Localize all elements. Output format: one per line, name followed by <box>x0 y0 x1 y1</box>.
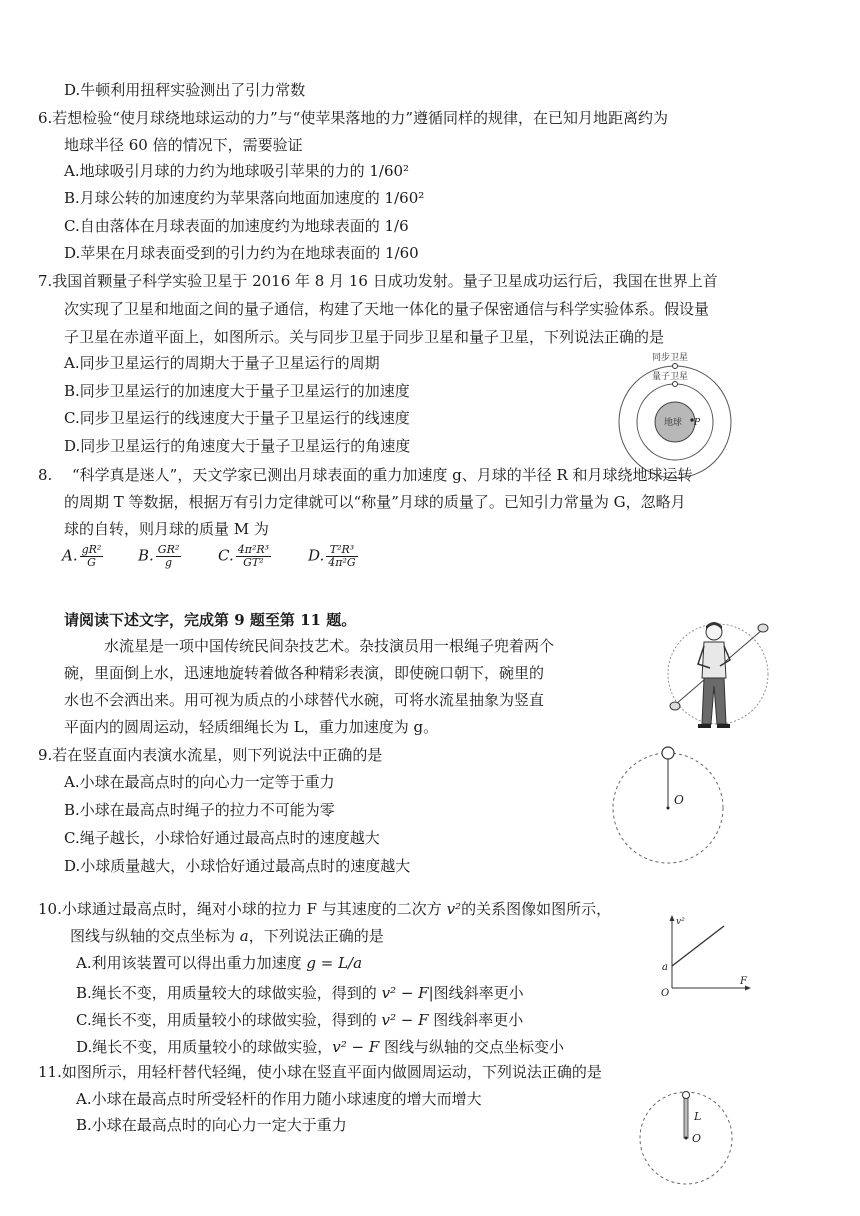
bowl-right <box>758 624 768 632</box>
q11-option-b: B.小球在最高点时的向心力一定大于重力 <box>76 1116 347 1134</box>
q10-option-d: D.绳长不变，用质量较小的球做实验，v² − F 图线与纵轴的交点坐标变小 <box>76 1038 565 1056</box>
q8-option-a: A. $\frac{\text{gR²}}{G}$ <box>62 543 102 569</box>
q8-number: 8. <box>38 466 53 484</box>
q11-ball <box>683 1092 690 1099</box>
passage-line1: 水流星是一项中国传统民间杂技艺术。杂技演员用一根绳子兜着两个 <box>104 637 555 655</box>
q10-intercept-label: a <box>662 962 668 973</box>
q10-option-b: B.绳长不变，用质量较大的球做实验，得到的 v² − F|图线斜率更小 <box>76 984 524 1002</box>
q6-stem-line1: 6.若想检验“使月球绕地球运动的力”与“使苹果落地的力”遵循同样的规律，在已知月地距离约为 <box>38 109 668 127</box>
q6-option-a: A.地球吸引月球的力约为地球吸引苹果的力的 1/60² <box>64 162 410 180</box>
q9-option-d: D.小球质量越大，小球恰好通过最高点时的速度越大 <box>64 857 411 875</box>
passage-line4: 平面内的圆周运动，轻质细绳长为 L，重力加速度为 g。 <box>64 718 439 736</box>
earth-label: 地球 <box>664 418 683 428</box>
q10-stem-line1: 10.小球通过最高点时，绳对小球的拉力 F 与其速度的二次方 v²的关系图像如图所示， <box>38 900 612 918</box>
q6-option-d: D.苹果在月球表面受到的引力约为在地球表面的 1/60 <box>64 244 419 262</box>
q10-option-a: A.利用该装置可以得出重力加速度 g = L/a <box>76 954 363 972</box>
sync-satellite-label: 同步卫星 <box>652 353 689 363</box>
performer-legs <box>702 678 726 724</box>
q11-option-a: A.小球在最高点时所受轻杆的作用力随小球速度的增大而增大 <box>76 1090 482 1108</box>
q5-option-d: D.牛顿利用扭秤实验测出了引力常数 <box>64 81 306 99</box>
q10-x-label: F <box>740 976 747 987</box>
quantum-satellite-label: 量子卫星 <box>652 372 689 382</box>
q11-stem: 11.如图所示，用轻杆替代轻绳，使小球在竖直平面内做圆周运动，下列说法正确的是 <box>38 1063 602 1081</box>
passage-line2: 碗，里面倒上水，迅速地旋转着做各种精彩表演，即使碗口朝下，碗里的 <box>64 664 545 682</box>
passage-heading: 请阅读下述文字，完成第 9 题至第 11 题。 <box>64 611 357 629</box>
q7-option-d: D.同步卫星运行的角速度大于量子卫星运行的角速度 <box>64 437 411 455</box>
q10-graph <box>658 912 758 998</box>
sync-satellite <box>673 364 678 369</box>
q11-center-dot <box>685 1137 688 1140</box>
q9-circle-figure <box>618 740 748 875</box>
q9-stem: 9.若在竖直面内表演水流星，则下列说法中正确的是 <box>38 746 383 764</box>
q7-option-b: B.同步卫星运行的加速度大于量子卫星运行的加速度 <box>64 382 410 400</box>
quantum-satellite <box>673 382 678 387</box>
q10-y-label: v² <box>676 917 685 927</box>
q10-y-arrow <box>670 915 675 921</box>
q11-rod-label: L <box>694 1110 702 1123</box>
passage-line3: 水也不会洒出来。用可视为质点的小球替代水碗，可将水流星抽象为竖直 <box>64 691 545 709</box>
performer-illustration <box>664 612 772 738</box>
q10-stem-line2: 图线与纵轴的交点坐标为 a，下列说法正确的是 <box>70 927 384 945</box>
q10-origin-label: O <box>661 988 670 999</box>
q8-stem-line3: 球的自转，则月球的质量 M 为 <box>64 520 269 538</box>
q7-stem-line2: 次实现了卫星和地面之间的量子通信，构建了天地一体化的量子保密通信与科学实验体系。假设量 <box>64 300 710 318</box>
q9-option-b: B.小球在最高点时绳子的拉力不可能为零 <box>64 801 335 819</box>
q7-stem-line3: 子卫星在赤道平面上，如图所示。关与同步卫星于同步卫星和量子卫星，下列说法正确的是 <box>64 328 665 346</box>
q11-rod-figure <box>636 1086 746 1196</box>
q8-option-d: D. $\frac{\text{T²R³}}{\text{4π²G}}$ <box>308 543 356 569</box>
q6-stem-line2: 地球半径 60 倍的情况下，需要验证 <box>64 136 303 154</box>
q11-rod <box>684 1098 688 1138</box>
q6-option-c: C.自由落体在月球表面的加速度约为地球表面的 1/6 <box>64 217 409 235</box>
q11-center-label: O <box>692 1132 702 1145</box>
q9-ball <box>662 747 674 759</box>
q8-stem-line1: “科学真是迷人”，天文学家已测出月球表面的重力加速度 g、月球的半径 R 和月球绕地球运转 <box>72 466 693 484</box>
q6-option-b: B.月球公转的加速度约为苹果落向地面加速度的 1/60² <box>64 189 425 207</box>
q10-line <box>672 926 724 966</box>
q8-stem-line2: 的周期 T 等数据，根据万有引力定律就可以“称量”月球的质量了。已知引力常量为 G，忽略月 <box>64 493 686 511</box>
q7-orbit-figure <box>590 346 740 476</box>
q9-option-c: C.绳子越长，小球恰好通过最高点时的速度越大 <box>64 829 380 847</box>
q9-center-label: O <box>674 793 684 807</box>
q7-stem-line1: 7.我国首颗量子科学实验卫星于 2016 年 8 月 16 日成功发射。量子卫星成功运行后，我国在世界上首 <box>38 272 718 290</box>
q8-option-c: C. $\frac{\text{4π²R³}}{\text{GT²}}$ <box>218 543 270 569</box>
q9-center-dot <box>667 807 670 810</box>
bowl-left <box>670 702 680 710</box>
q8-option-b: B. $\frac{\text{GR²}}{g}$ <box>138 543 180 569</box>
q7-option-a: A.同步卫星运行的周期大于量子卫星运行的周期 <box>64 354 380 372</box>
performer-body <box>702 642 726 678</box>
performer-shoe-left <box>698 724 711 728</box>
q9-option-a: A.小球在最高点时的向心力一定等于重力 <box>64 773 335 791</box>
performer-shoe-right <box>717 724 730 728</box>
q10-option-c: C.绳长不变，用质量较小的球做实验，得到的 v² − F 图线斜率更小 <box>76 1011 524 1029</box>
point-p-label: P <box>694 418 701 428</box>
q7-option-c: C.同步卫星运行的线速度大于量子卫星运行的线速度 <box>64 409 410 427</box>
